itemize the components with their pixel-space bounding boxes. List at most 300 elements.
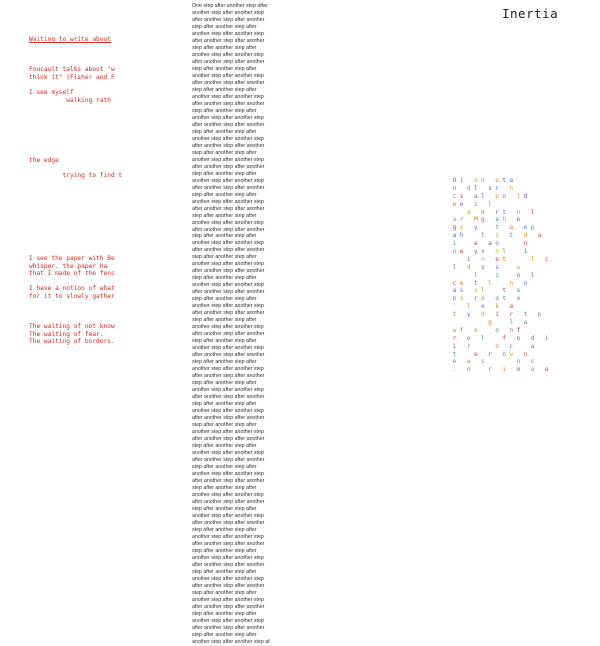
grid-letter: l xyxy=(481,287,485,295)
grid-letter: o xyxy=(495,295,499,303)
letter-grid-row xyxy=(451,185,550,193)
letter-grid-row xyxy=(451,193,550,201)
grid-letter xyxy=(522,256,529,264)
grid-letter: d xyxy=(466,184,471,192)
grid-letter: e xyxy=(516,295,521,303)
grid-letter: p xyxy=(530,224,535,232)
grid-letter: a xyxy=(523,319,528,327)
grid-letter: t xyxy=(452,311,457,319)
grid-letter: g xyxy=(488,319,492,327)
grid-letter: a xyxy=(537,232,542,240)
grid-letter xyxy=(465,193,472,201)
scattered-letter-grid xyxy=(451,177,550,374)
grid-letter: n xyxy=(516,208,521,216)
grid-letter: w xyxy=(452,326,457,334)
grid-letter xyxy=(458,264,465,272)
grid-letter xyxy=(501,185,508,193)
grid-letter xyxy=(501,343,508,351)
letter-grid-row xyxy=(451,248,550,256)
grid-letter: g xyxy=(452,224,457,232)
grid-letter xyxy=(486,232,493,240)
grid-letter: l xyxy=(473,271,478,279)
grid-letter: t xyxy=(481,232,485,240)
grid-letter: l xyxy=(452,263,457,271)
grid-letter xyxy=(472,343,479,351)
grid-letter: a xyxy=(509,224,514,232)
grid-letter: n xyxy=(509,184,514,192)
grid-letter: l xyxy=(473,184,478,192)
grid-letter xyxy=(458,303,465,311)
grid-letter xyxy=(472,366,479,374)
grid-letter xyxy=(479,240,486,248)
grid-letter: n xyxy=(523,350,528,358)
grid-letter: o xyxy=(516,271,521,279)
grid-letter: e xyxy=(481,303,485,311)
grid-letter xyxy=(486,287,493,295)
grid-letter xyxy=(486,358,493,366)
grid-letter: i xyxy=(495,232,499,240)
grid-letter: o xyxy=(495,326,499,334)
grid-letter xyxy=(501,311,508,319)
grid-letter: i xyxy=(459,177,464,184)
grid-letter: m xyxy=(516,366,521,374)
grid-letter: h xyxy=(459,232,464,240)
steps-column: One step after another step after another step after another step after another step after another step after another step after another step after another step after another step after another step after another step after another step after another step after another step after another step after another step after another step after another step after another step after another step after another step after another step after another step after another step after another step after another step after another step after another step after another step after another step after another step after another step after another step after another step after another step after another step after another step after another step after another step after another step after another step after another step after another step after another step after another step after another step after another step after another step after another step after another step after another step after another step after another step after another step after another step after another step after another step after another step after another step after another step after another step after another step after another step after another step after another step after another step after another step after another step after another step after another step after another step after another step after another step after another step after another step after another step after another step after another step after another step after another step after another step after another step after another step after another step after another step after another step after another step after another step after another step after another step after another step after another step after another step after another step after another step after another step after another step after another step after another step after another step after another step after another step after another step after another step after another step after another step after another step after another step after another step after another step after another step after another step after another step after another step after another step after another step after another step after another step after another step after another step after another step after another step after another step after another step after another step after another step after another step after another step after another step after another step after another step after another step after another step after another step after another step after another step after another step after another step after another step after another step after another step after another step after another step after another step after another step after another step after another step after another step after another step after another step after another step after another step after another step af xyxy=(192,3,270,645)
grid-letter: o xyxy=(523,279,528,287)
grid-letter xyxy=(486,303,493,311)
grid-letter xyxy=(458,256,465,264)
grid-letter xyxy=(508,209,515,217)
grid-letter xyxy=(479,272,486,280)
grid-letter: l xyxy=(509,319,514,327)
grid-letter: l xyxy=(481,192,485,200)
grid-letter: r xyxy=(495,184,499,192)
left-block-see-myself: I see myself walking rath xyxy=(29,89,111,104)
grid-letter xyxy=(501,327,508,335)
grid-letter xyxy=(458,335,465,343)
grid-letter xyxy=(486,311,493,319)
grid-letter xyxy=(501,319,508,327)
grid-letter: n xyxy=(516,334,521,342)
grid-letter: w xyxy=(516,263,521,271)
grid-letter xyxy=(486,256,493,264)
grid-letter: t xyxy=(502,255,507,263)
left-block-foucault: Foucault talks about "w think it" (Fisher and F xyxy=(29,66,115,81)
grid-letter: e xyxy=(516,216,521,224)
grid-letter xyxy=(508,287,515,295)
grid-letter: o xyxy=(495,240,499,248)
grid-letter: r xyxy=(488,350,492,358)
grid-letter xyxy=(472,358,479,366)
grid-letter xyxy=(494,319,501,327)
grid-letter xyxy=(515,224,522,232)
grid-letter: a xyxy=(488,240,492,248)
grid-letter: n xyxy=(481,208,485,216)
grid-letter xyxy=(486,248,493,256)
grid-letter xyxy=(486,224,493,232)
grid-letter xyxy=(458,343,465,351)
letter-grid-row xyxy=(451,280,550,288)
grid-letter xyxy=(501,232,508,240)
grid-letter: i xyxy=(473,200,478,208)
grid-letter: d xyxy=(466,263,471,271)
grid-letter: o xyxy=(473,326,478,334)
grid-letter: ' xyxy=(452,303,457,311)
grid-letter: a xyxy=(452,216,457,224)
grid-letter: c xyxy=(459,224,464,232)
grid-letter xyxy=(486,295,493,303)
grid-letter xyxy=(486,209,493,217)
grid-letter xyxy=(486,264,493,272)
letter-grid-row xyxy=(451,351,550,359)
grid-letter: o xyxy=(473,287,478,295)
grid-letter: r xyxy=(466,342,471,350)
grid-letter: s xyxy=(516,287,521,295)
grid-letter xyxy=(501,240,508,248)
grid-letter: e xyxy=(452,358,457,366)
letter-grid-row xyxy=(451,343,550,351)
grid-letter: c xyxy=(481,358,485,366)
grid-letter: e xyxy=(459,200,464,208)
left-heading: Waiting to write about xyxy=(29,36,111,43)
grid-letter xyxy=(515,351,522,359)
grid-letter xyxy=(479,280,486,288)
grid-letter: s xyxy=(481,263,485,271)
grid-letter: n xyxy=(509,279,514,287)
grid-letter xyxy=(508,366,515,374)
grid-letter xyxy=(515,248,522,256)
grid-letter: i xyxy=(523,248,528,256)
grid-letter xyxy=(529,311,536,319)
grid-letter xyxy=(508,256,515,264)
grid-letter xyxy=(465,232,472,240)
grid-letter xyxy=(515,256,522,264)
grid-letter xyxy=(465,295,472,303)
grid-letter: c xyxy=(544,255,549,263)
grid-letter xyxy=(508,295,515,303)
grid-letter: l xyxy=(530,255,535,263)
grid-letter xyxy=(472,303,479,311)
grid-letter: c xyxy=(530,358,535,366)
grid-letter xyxy=(508,358,515,366)
grid-letter: x xyxy=(481,248,485,256)
grid-letter: M xyxy=(473,216,478,224)
grid-letter: c xyxy=(509,342,514,350)
grid-letter xyxy=(465,216,472,224)
grid-letter xyxy=(465,287,472,295)
grid-letter xyxy=(465,351,472,359)
grid-letter: c xyxy=(452,279,457,287)
grid-letter: p xyxy=(495,192,499,200)
grid-letter: i xyxy=(544,334,549,342)
grid-letter: a xyxy=(509,177,514,184)
letter-grid-row xyxy=(451,232,550,240)
grid-letter: e xyxy=(495,255,499,263)
grid-letter: d xyxy=(523,192,528,200)
grid-letter xyxy=(494,280,501,288)
grid-letter: y xyxy=(466,311,471,319)
grid-letter xyxy=(479,366,486,374)
grid-letter: r xyxy=(473,295,478,303)
grid-letter xyxy=(486,335,493,343)
letter-grid-row xyxy=(451,177,550,185)
grid-letter: l xyxy=(502,248,507,256)
letter-grid-row xyxy=(451,240,550,248)
grid-letter: e xyxy=(452,200,457,208)
letter-grid-row xyxy=(451,295,550,303)
grid-letter xyxy=(508,193,515,201)
grid-letter: t xyxy=(509,232,514,240)
grid-letter xyxy=(522,358,529,366)
grid-letter: r xyxy=(452,334,457,342)
letter-grid-row xyxy=(451,311,550,319)
grid-letter: r xyxy=(459,216,464,224)
grid-letter xyxy=(515,232,522,240)
letter-grid-row xyxy=(451,366,550,374)
left-block-waiting: The waiting of not know The waiting of fear. The waiting of borders. xyxy=(29,323,115,346)
left-block-edge: the edge trying to find t xyxy=(29,157,123,180)
grid-letter xyxy=(536,256,543,264)
grid-letter xyxy=(451,319,458,327)
grid-letter: n xyxy=(452,184,457,192)
grid-letter: o xyxy=(473,177,478,184)
letter-grid-row xyxy=(451,287,550,295)
grid-letter: a xyxy=(509,303,514,311)
letter-grid-row xyxy=(451,358,550,366)
grid-letter: s xyxy=(459,192,464,200)
grid-letter: w xyxy=(466,358,471,366)
grid-letter xyxy=(465,327,472,335)
grid-letter xyxy=(536,335,543,343)
grid-letter xyxy=(479,224,486,232)
grid-letter xyxy=(458,272,465,280)
grid-letter xyxy=(458,366,465,374)
grid-letter xyxy=(472,209,479,217)
grid-letter: g xyxy=(481,216,485,224)
grid-letter: e xyxy=(459,279,464,287)
grid-letter: e xyxy=(473,240,478,248)
grid-letter: t xyxy=(473,279,478,287)
grid-letter: t xyxy=(502,295,507,303)
letter-grid-row xyxy=(451,216,550,224)
grid-letter: s xyxy=(459,287,464,295)
grid-letter xyxy=(508,248,515,256)
grid-letter: i xyxy=(466,255,471,263)
grid-letter xyxy=(486,193,493,201)
grid-letter xyxy=(501,272,508,280)
letter-grid-row xyxy=(451,264,550,272)
grid-letter xyxy=(465,201,472,209)
grid-letter xyxy=(465,280,472,288)
letter-grid-row xyxy=(451,327,550,335)
grid-letter xyxy=(465,272,472,280)
grid-letter: a xyxy=(530,342,535,350)
grid-letter: o xyxy=(502,350,507,358)
letter-grid-row xyxy=(451,335,550,343)
grid-letter: y xyxy=(473,224,478,232)
grid-letter xyxy=(508,272,515,280)
grid-letter xyxy=(458,185,465,193)
grid-letter xyxy=(479,185,486,193)
grid-letter: e xyxy=(523,224,528,232)
grid-letter xyxy=(494,366,501,374)
letter-grid-row xyxy=(451,303,550,311)
grid-letter xyxy=(486,177,493,185)
grid-letter xyxy=(465,224,472,232)
grid-letter: o xyxy=(495,177,499,184)
letter-grid-row xyxy=(451,256,550,264)
grid-letter: l xyxy=(488,200,492,208)
grid-letter xyxy=(522,343,529,351)
grid-letter: t xyxy=(502,177,507,184)
grid-letter: l xyxy=(516,192,521,200)
grid-letter xyxy=(508,240,515,248)
grid-letter xyxy=(472,232,479,240)
grid-letter xyxy=(451,209,458,217)
grid-letter: k xyxy=(495,303,499,311)
grid-letter: f xyxy=(502,334,507,342)
grid-letter xyxy=(472,311,479,319)
grid-letter: r xyxy=(509,311,514,319)
grid-letter: n xyxy=(452,248,457,256)
grid-letter xyxy=(479,351,486,359)
grid-letter: r xyxy=(495,208,499,216)
grid-letter xyxy=(479,343,486,351)
grid-letter: n xyxy=(481,177,485,184)
grid-letter xyxy=(451,256,458,264)
grid-letter xyxy=(515,343,522,351)
grid-letter xyxy=(465,177,472,185)
grid-letter xyxy=(515,240,522,248)
grid-letter: t xyxy=(523,311,528,319)
grid-letter xyxy=(486,343,493,351)
grid-letter: s xyxy=(495,263,499,271)
grid-letter: . xyxy=(452,366,457,374)
grid-letter xyxy=(486,327,493,335)
grid-letter xyxy=(479,327,486,335)
left-block-paper: I see the paper with Be whisper. the paper ha that I made of the fenc xyxy=(29,255,115,278)
grid-letter xyxy=(486,272,493,280)
grid-letter: n xyxy=(516,358,521,366)
grid-letter: t xyxy=(502,208,507,216)
grid-letter: n xyxy=(452,295,457,303)
grid-letter: a xyxy=(466,208,471,216)
grid-letter: t xyxy=(452,350,457,358)
grid-letter: y xyxy=(473,248,478,256)
grid-letter: i xyxy=(495,311,499,319)
grid-letter: l xyxy=(466,303,471,311)
grid-letter xyxy=(522,335,529,343)
grid-letter xyxy=(494,335,501,343)
grid-letter xyxy=(501,224,508,232)
grid-letter xyxy=(536,366,543,374)
grid-letter: i xyxy=(502,366,507,374)
letter-grid-row xyxy=(451,201,550,209)
grid-letter: e xyxy=(459,248,464,256)
grid-letter: l xyxy=(488,279,492,287)
grid-letter xyxy=(458,209,465,217)
grid-letter: d xyxy=(530,334,535,342)
grid-letter xyxy=(501,303,508,311)
grid-letter: p xyxy=(537,311,542,319)
grid-letter: o xyxy=(481,295,485,303)
grid-letter: t xyxy=(495,224,499,232)
grid-letter xyxy=(494,287,501,295)
grid-letter: s xyxy=(459,295,464,303)
grid-letter xyxy=(472,319,479,327)
grid-letter: O xyxy=(452,177,457,184)
grid-letter: w xyxy=(509,350,514,358)
grid-letter xyxy=(479,201,486,209)
grid-letter xyxy=(494,351,501,359)
grid-letter xyxy=(501,264,508,272)
grid-letter xyxy=(458,240,465,248)
letter-grid-row xyxy=(451,319,550,327)
grid-letter: l xyxy=(530,208,535,216)
grid-letter: a xyxy=(495,216,499,224)
grid-letter xyxy=(515,280,522,288)
grid-letter xyxy=(508,216,515,224)
grid-letter xyxy=(458,319,465,327)
grid-letter xyxy=(458,311,465,319)
grid-letter: i xyxy=(452,240,457,248)
grid-letter: a xyxy=(473,192,478,200)
grid-letter: l xyxy=(530,271,535,279)
grid-letter: f xyxy=(459,326,464,334)
grid-letter xyxy=(515,319,522,327)
grid-letter: a xyxy=(452,287,457,295)
grid-letter: o xyxy=(466,334,471,342)
grid-letter: i xyxy=(452,342,457,350)
grid-letter: c xyxy=(452,192,457,200)
grid-letter xyxy=(508,264,515,272)
grid-letter: t xyxy=(502,287,507,295)
grid-letter xyxy=(501,358,508,366)
page-title: Inertia xyxy=(502,6,559,21)
grid-letter: i xyxy=(495,271,499,279)
grid-letter: a xyxy=(452,232,457,240)
grid-letter xyxy=(522,272,529,280)
grid-letter: e xyxy=(544,366,549,374)
grid-letter: d xyxy=(481,311,485,319)
grid-letter xyxy=(486,216,493,224)
grid-letter xyxy=(508,335,515,343)
grid-letter: n xyxy=(523,240,528,248)
grid-letter: a xyxy=(530,366,535,374)
grid-letter: l xyxy=(481,334,485,342)
letter-grid-row xyxy=(451,224,550,232)
left-block-notion: I have a notion of what for it to slowly gather xyxy=(29,285,115,300)
grid-letter: d xyxy=(523,232,528,240)
grid-letter xyxy=(465,248,472,256)
grid-letter xyxy=(472,264,479,272)
letter-grid-row xyxy=(451,209,550,217)
grid-letter xyxy=(465,240,472,248)
grid-letter xyxy=(522,209,529,217)
grid-letter: n xyxy=(495,248,499,256)
grid-letter: o xyxy=(502,192,507,200)
grid-letter xyxy=(494,358,501,366)
grid-letter xyxy=(465,319,472,327)
grid-letter xyxy=(529,232,536,240)
grid-letter: r xyxy=(488,366,492,374)
grid-letter: n xyxy=(509,326,514,334)
grid-letter: o xyxy=(466,366,471,374)
grid-letter: n xyxy=(481,255,485,263)
grid-letter: f xyxy=(516,326,521,334)
grid-letter xyxy=(522,366,529,374)
grid-letter xyxy=(515,311,522,319)
